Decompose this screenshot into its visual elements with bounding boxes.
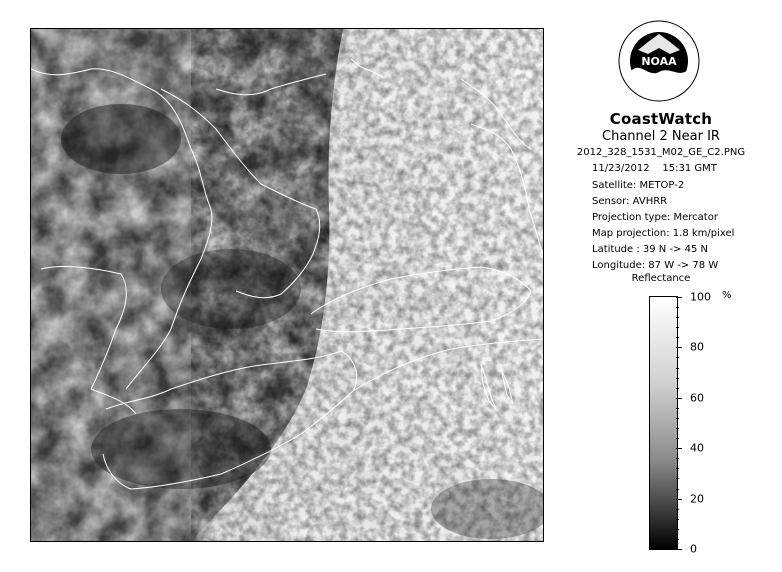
colorbar-minor-tick [676, 529, 679, 530]
colorbar-ticks [676, 290, 736, 556]
satellite-image [31, 29, 543, 541]
colorbar-tick-label: 100 [690, 290, 711, 304]
colorbar-major-tick [676, 297, 682, 298]
colorbar-tick-label: 80 [690, 340, 704, 354]
colorbar-minor-tick [676, 357, 679, 358]
acquisition-time: 15:31 GMT [662, 163, 717, 174]
colorbar-major-tick [676, 549, 682, 550]
noaa-logo-text: NOAA [641, 55, 677, 68]
colorbar-major-tick [676, 448, 682, 449]
colorbar-minor-tick [676, 468, 679, 469]
colorbar-minor-tick [676, 489, 679, 490]
satellite-map [30, 28, 544, 542]
colorbar-minor-tick [676, 509, 679, 510]
colorbar-minor-tick [676, 418, 679, 419]
colorbar-tick-label: 40 [690, 441, 704, 455]
colorbar-major-tick [676, 398, 682, 399]
colorbar-minor-tick [676, 307, 679, 308]
colorbar-minor-tick [676, 428, 679, 429]
projection-type-info: Projection type: Mercator [592, 212, 718, 223]
colorbar-unit: % [722, 290, 732, 301]
colorbar-major-tick [676, 499, 682, 500]
colorbar-minor-tick [676, 519, 679, 520]
colorbar-minor-tick [676, 317, 679, 318]
colorbar-minor-tick [676, 438, 679, 439]
satellite-info: Satellite: METOP-2 [592, 180, 685, 191]
channel-subtitle: Channel 2 Near IR [602, 129, 720, 144]
colorbar-major-tick [676, 347, 682, 348]
longitude-info: Longitude: 87 W -> 78 W [592, 260, 719, 271]
sensor-info: Sensor: AVHRR [592, 196, 668, 207]
colorbar-minor-tick [676, 408, 679, 409]
latitude-info: Latitude : 39 N -> 45 N [592, 244, 708, 255]
colorbar-minor-tick [676, 478, 679, 479]
acquisition-datetime [592, 163, 717, 174]
colorbar-minor-tick [676, 337, 679, 338]
colorbar-minor-tick [676, 327, 679, 328]
colorbar-tick-label: 0 [690, 542, 697, 556]
colorbar-minor-tick [676, 458, 679, 459]
colorbar-tick-label: 20 [690, 492, 704, 506]
reflectance-colorbar [649, 296, 678, 550]
colorbar-minor-tick [676, 368, 679, 369]
map-projection-info: Map projection: 1.8 km/pixel [592, 228, 735, 239]
colorbar-minor-tick [676, 539, 679, 540]
acquisition-date: 11/23/2012 [592, 163, 650, 174]
product-title: CoastWatch [609, 110, 713, 128]
colorbar-label: Reflectance [631, 273, 691, 284]
colorbar-minor-tick [676, 388, 679, 389]
noaa-logo [618, 20, 700, 102]
colorbar-minor-tick [676, 378, 679, 379]
colorbar-tick-label: 60 [690, 391, 704, 405]
image-filename: 2012_328_1531_M02_GE_C2.PNG [576, 147, 746, 158]
